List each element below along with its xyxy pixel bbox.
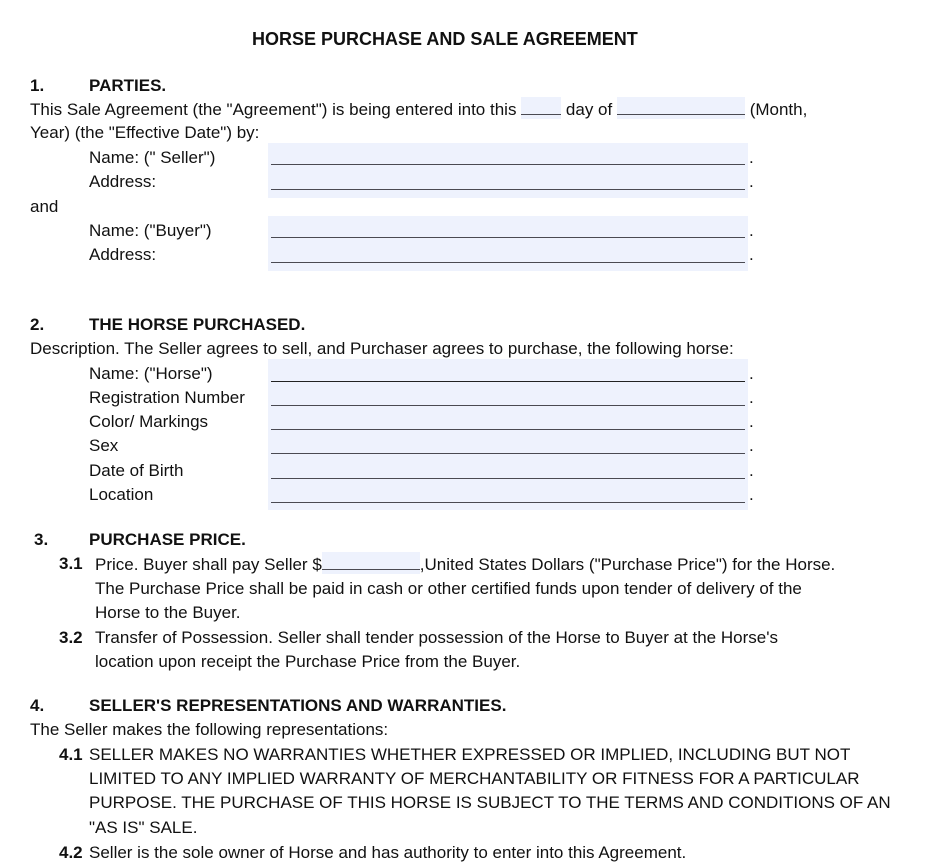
section-1-intro-line1: [30, 97, 807, 122]
location-field[interactable]: [268, 483, 748, 510]
clause-4-2-line1: Seller is the sole owner of Horse and has authority to enter into this Agreement.: [89, 843, 687, 862]
section-2-number: 2.: [30, 315, 45, 334]
sex-period: .: [749, 436, 754, 455]
document-title: HORSE PURCHASE AND SALE AGREEMENT: [252, 29, 638, 49]
date-of-birth-period: .: [749, 461, 754, 480]
clause-4-1-line3: PURPOSE. THE PURCHASE OF THIS HORSE IS SUBJECT TO THE TERMS AND CONDITIONS OF AN: [89, 793, 891, 812]
section-2-heading: THE HORSE PURCHASED.: [89, 315, 306, 334]
clause-3-1-line2: The Purchase Price shall be paid in cash or other certified funds upon tender of delivery of the: [95, 579, 802, 598]
seller-address-period: .: [749, 172, 754, 191]
buyer-name-field[interactable]: [268, 216, 748, 243]
sex-field[interactable]: [268, 434, 748, 458]
clause-4-1-line4: "AS IS" SALE.: [89, 818, 198, 837]
clause-3-1-number: 3.1: [59, 554, 83, 573]
color-markings-label: Color/ Markings: [89, 412, 209, 431]
buyer-name-label: Name: ("Buyer"): [89, 221, 212, 240]
section-2-description: Description. The Seller agrees to sell, and Purchaser agrees to purchase, the following horse:: [30, 339, 734, 358]
section-4-heading: SELLER'S REPRESENTATIONS AND WARRANTIES.: [89, 696, 507, 715]
buyer-address-field[interactable]: [268, 243, 748, 271]
section-3-number: 3.: [34, 530, 49, 549]
clause-4-1-line2: LIMITED TO ANY IMPLIED WARRANTY OF MERCHANTABILITY OR FITNESS FOR A PARTICULAR: [89, 769, 860, 788]
section-4-number: 4.: [30, 696, 45, 715]
effective-month-year-field[interactable]: [617, 97, 745, 119]
clause-3-1-line3: Horse to the Buyer.: [95, 603, 241, 622]
clause-4-1-line1: SELLER MAKES NO WARRANTIES WHETHER EXPRESSED OR IMPLIED, INCLUDING BUT NOT: [89, 745, 851, 764]
color-markings-field[interactable]: [268, 409, 748, 434]
section-3-heading: PURCHASE PRICE.: [89, 530, 246, 549]
clause-3-2-line2: location upon receipt the Purchase Price from the Buyer.: [95, 652, 521, 671]
seller-name-field[interactable]: [268, 143, 748, 170]
location-period: .: [749, 485, 754, 504]
effective-day-field[interactable]: [521, 97, 561, 119]
buyer-address-period: .: [749, 245, 754, 264]
clause-3-1-line1: [95, 552, 835, 577]
section-1-heading: PARTIES.: [89, 76, 167, 95]
clause-3-2-line1: Transfer of Possession. Seller shall tender possession of the Horse to Buyer at the Horse's: [95, 628, 778, 647]
price-text-before: Price. Buyer shall pay Seller $: [95, 555, 322, 574]
clause-4-1-number: 4.1: [59, 745, 83, 764]
purchase-price-field[interactable]: [322, 552, 420, 574]
buyer-address-label: Address:: [89, 245, 157, 264]
location-label: Location: [89, 485, 154, 504]
date-of-birth-label: Date of Birth: [89, 461, 184, 480]
color-markings-period: .: [749, 412, 754, 431]
registration-number-period: .: [749, 388, 754, 407]
seller-name-label: Name: (" Seller"): [89, 148, 216, 167]
buyer-name-period: .: [749, 221, 754, 240]
intro-text-part2: day of: [565, 100, 613, 119]
registration-number-label: Registration Number: [89, 388, 245, 407]
section-4-intro: The Seller makes the following representations:: [30, 720, 389, 739]
conjunction-and: and: [30, 197, 59, 216]
intro-text-part3: (Month,: [749, 100, 808, 119]
horse-name-field[interactable]: [268, 359, 748, 385]
registration-number-field[interactable]: [268, 385, 748, 409]
section-1-intro-line2: Year) (the "Effective Date") by:: [30, 123, 260, 142]
seller-name-period: .: [749, 148, 754, 167]
clause-3-2-number: 3.2: [59, 628, 83, 647]
intro-text-part1: This Sale Agreement (the "Agreement") is being entered into this: [30, 100, 517, 119]
seller-address-label: Address:: [89, 172, 157, 191]
horse-name-label: Name: ("Horse"): [89, 364, 213, 383]
price-text-after: ,United States Dollars ("Purchase Price") for the Horse.: [419, 555, 836, 574]
clause-4-2-number: 4.2: [59, 843, 83, 862]
seller-address-field[interactable]: [268, 170, 748, 198]
sex-label: Sex: [89, 436, 119, 455]
date-of-birth-field[interactable]: [268, 458, 748, 483]
horse-name-period: .: [749, 364, 754, 383]
section-1-number: 1.: [30, 76, 45, 95]
